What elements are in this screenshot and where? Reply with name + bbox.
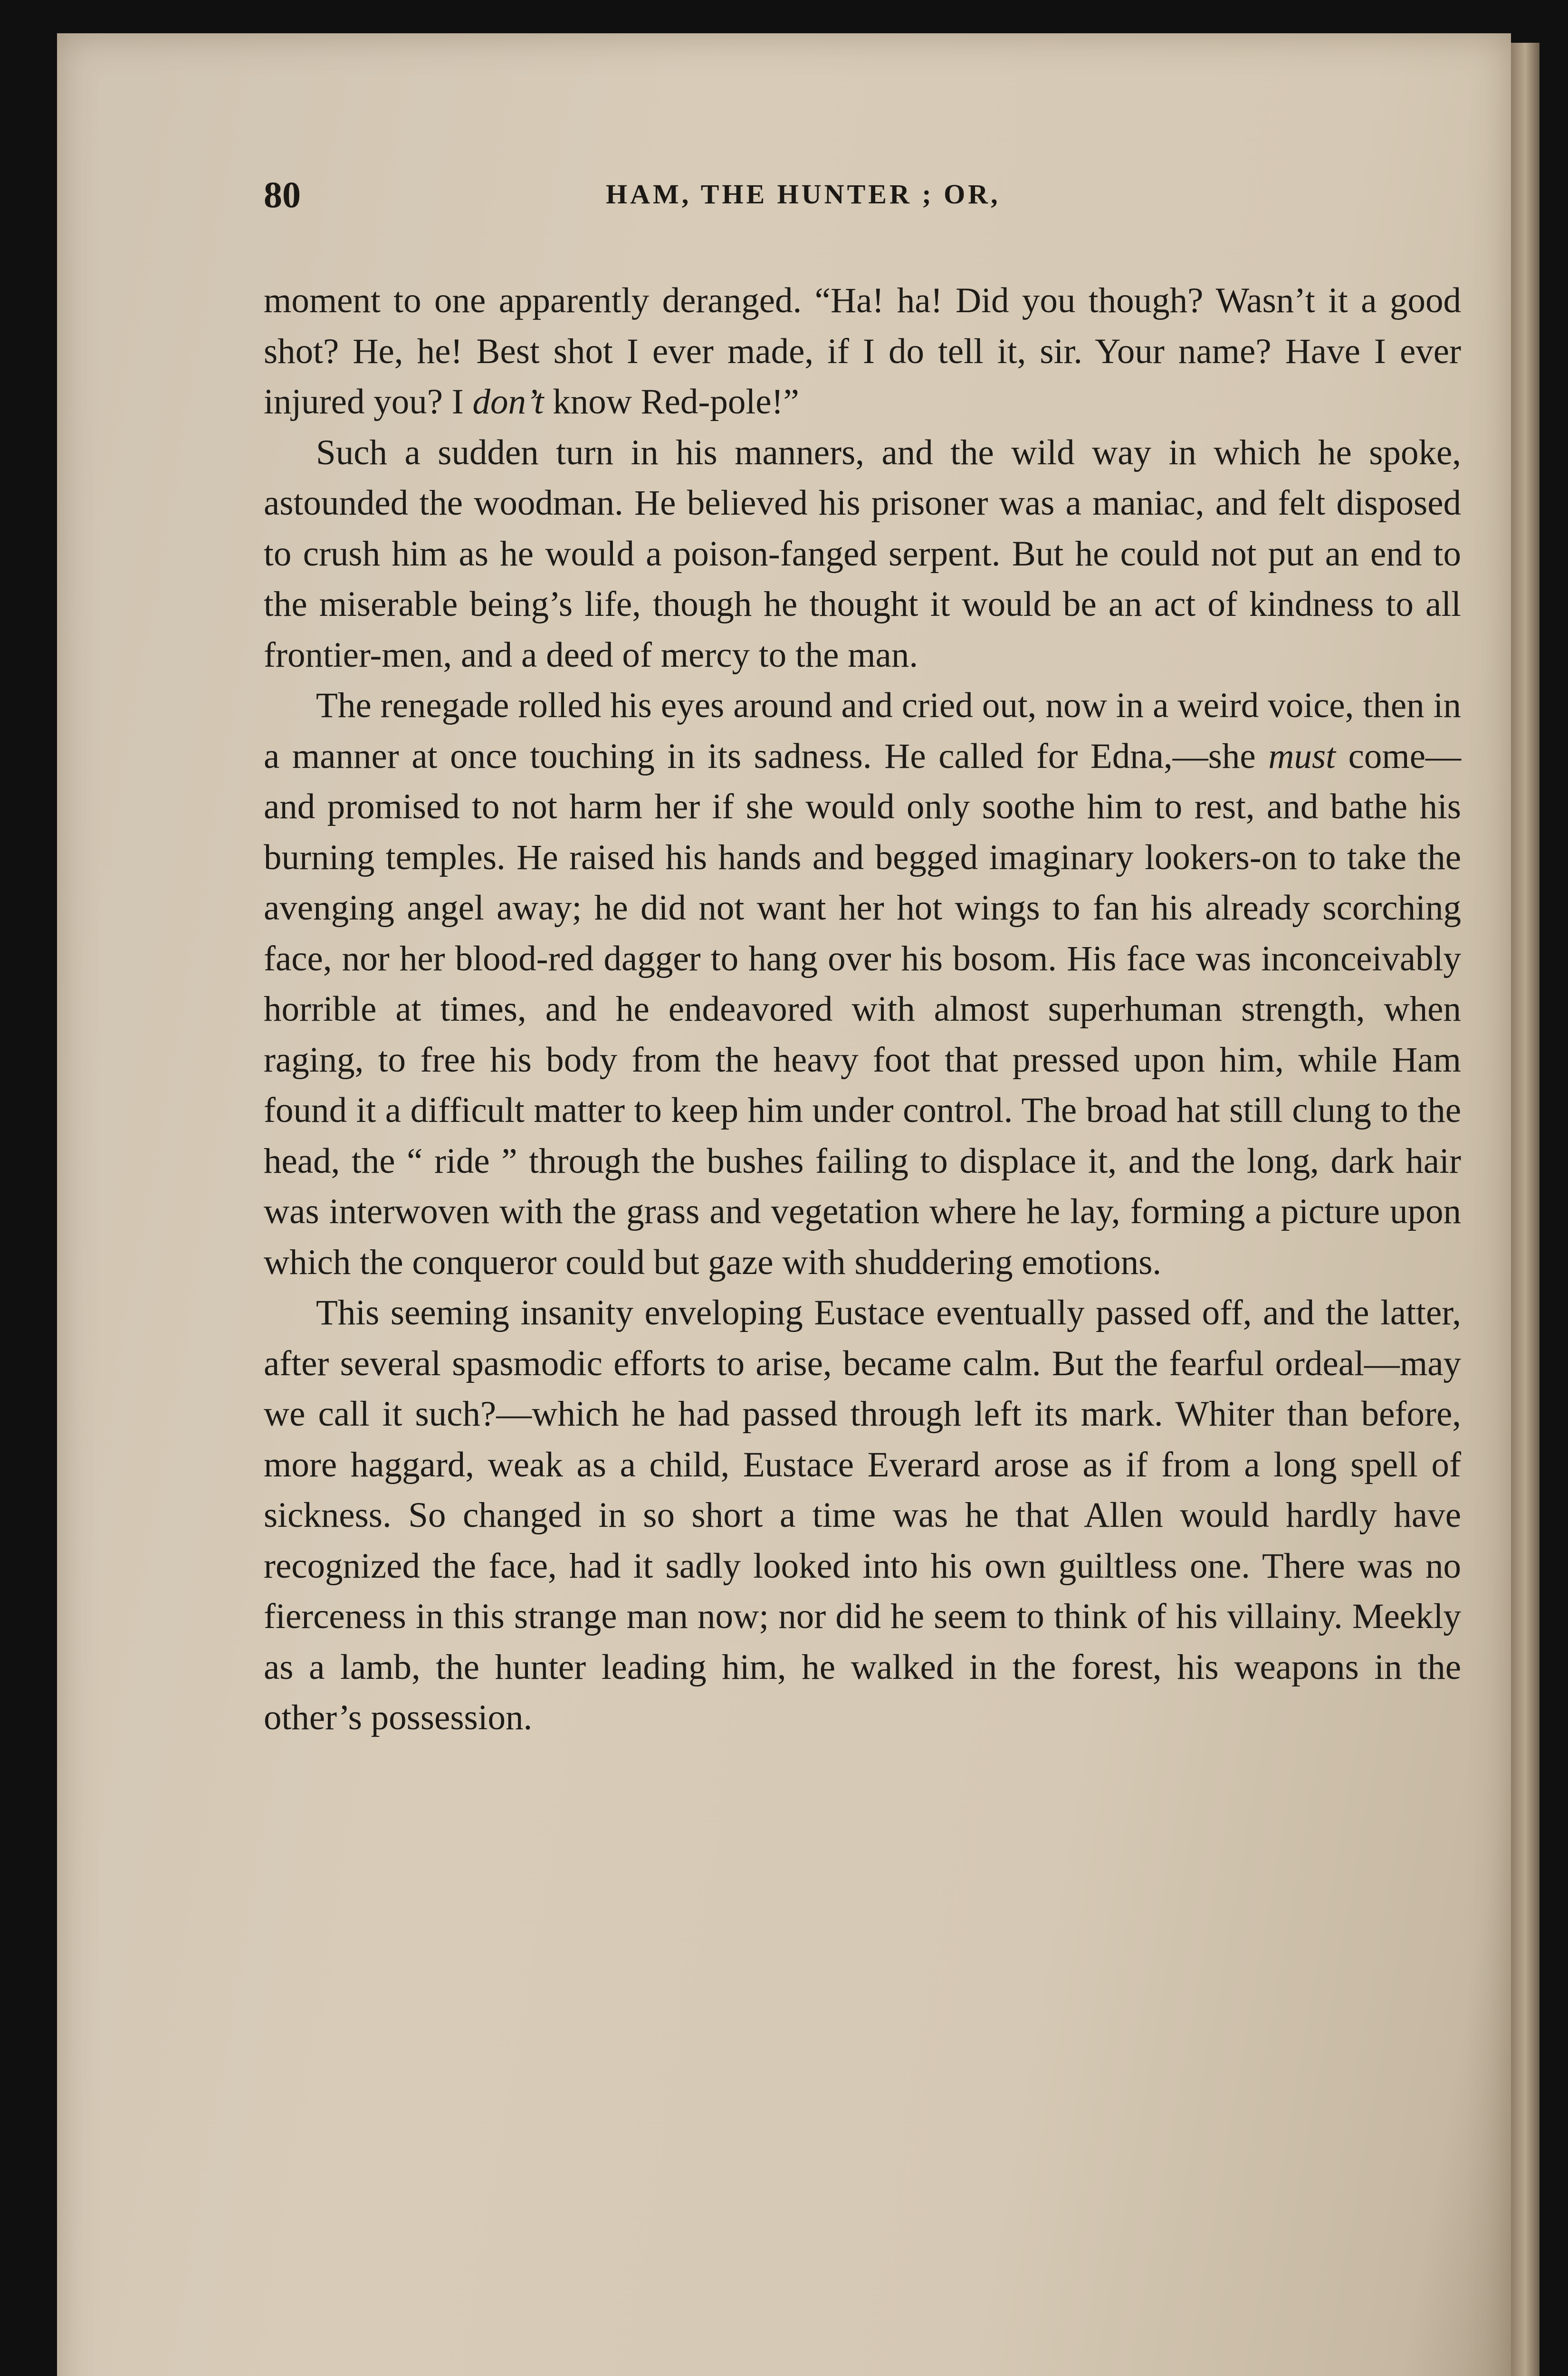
running-header [264, 173, 1466, 230]
paragraph [264, 276, 1461, 428]
text-run: come—and promised to not harm her if she would only soothe him to rest, and bathe his burning temples. He raised his hands and begged imaginary lookers-on to take the avenging angel away; he did not want her hot wings to fan his already scorching face, nor her blood-red dagger to hang over his bosom. His face was inconceivably horrible at times, and he endeavored with almost superhuman strength, when raging, to free his body from the heavy foot that pressed upon him, while Ham found it a difficult matter to keep him under control. The broad hat still clung to the head, the “ ride ” through the bushes failing to displace it, and the long, dark hair was interwoven with the grass and vegetation where he lay, forming a picture upon which the conqueror could but gaze with shuddering emotions. [264, 736, 1462, 1282]
page-number: 80 [264, 174, 301, 215]
text-run: This seeming insanity enveloping Eustace eventually passed off, and the latter, after several spasmodic efforts to arise, became calm. But the fearful ordeal—may we call it such?—which he had passed through left its mark. Whiter than before, more haggard, weak as a child, Eustace Everard arose as if from a long spell of sickness. So changed in so short a time was he that Allen would hardly have recognized the face, had it sadly looked into his own guiltless one. There was no fierceness in this strange man now; nor did he seem to think of his villainy. Meekly as a lamb, the hunter leading him, he walked in the forest, his weapons in the other’s possession. [264, 1293, 1461, 1737]
text-run: know Red-pole!” [544, 382, 799, 422]
text-run: Such a sudden turn in his manners, and the wild way in which he spoke, astounded the woodman. He believed his prisoner was a maniac, and felt disposed to crush him as he would a poison-fanged serpent. But he could not put an end to the miserable being’s life, though he thought it would be an act of kindness to all frontier-men, and a deed of mercy to the man. [264, 432, 1461, 675]
italic-text: must [1268, 736, 1336, 776]
italic-text: don’t [472, 382, 544, 422]
text-run: moment to one apparently deranged. “Ha! ha! Did you though? Wasn’t it a good shot? He, he! Best shot I ever made, if I do tell it, sir. Your name? Have I ever injured you? I [264, 281, 1461, 422]
paragraph [264, 680, 1461, 1288]
text-run: The renegade rolled his eyes around and cried out, now in a weird voice, then in a manner at once touching in its sadness. He called for Edna,—she [264, 686, 1461, 776]
paragraph [264, 428, 1461, 681]
running-title: HAM, THE HUNTER ; OR, [606, 179, 1001, 210]
body-text [264, 276, 1461, 1744]
page-edge [1511, 43, 1539, 2376]
paragraph [264, 1288, 1461, 1744]
